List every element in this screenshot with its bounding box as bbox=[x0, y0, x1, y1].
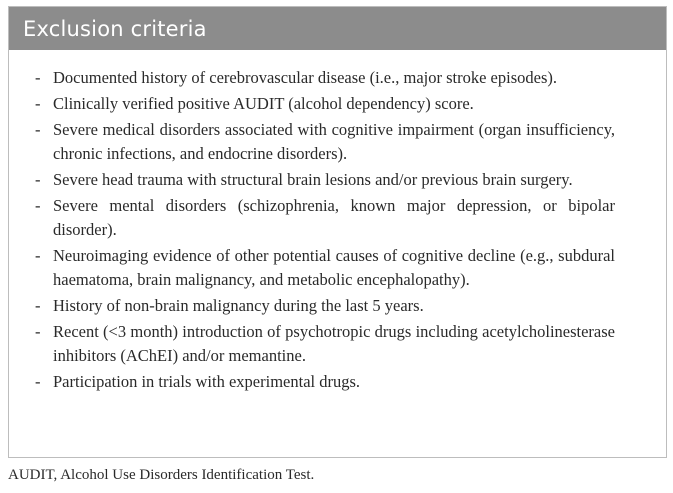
criteria-item bbox=[35, 194, 615, 242]
criteria-item bbox=[35, 118, 615, 166]
criteria-item bbox=[35, 370, 615, 394]
bullet-dash: - bbox=[35, 120, 41, 139]
criteria-item bbox=[35, 244, 615, 292]
criteria-text: Severe medical disorders associated with cognitive impairment (organ insufficiency, chronic infections, and endocrine disorders). bbox=[53, 120, 615, 163]
criteria-text: Severe mental disorders (schizophrenia, known major depression, or bipolar disorder). bbox=[53, 196, 615, 239]
exclusion-criteria-table bbox=[8, 6, 667, 458]
table-title: Exclusion criteria bbox=[23, 16, 207, 41]
bullet-dash: - bbox=[35, 296, 41, 315]
table-footnote: AUDIT, Alcohol Use Disorders Identification Test. bbox=[8, 467, 315, 483]
criteria-text: Neuroimaging evidence of other potential causes of cognitive decline (e.g., subdural haematoma, brain malignancy, and metabolic encephalopathy). bbox=[53, 246, 615, 289]
criteria-list bbox=[35, 50, 615, 394]
criteria-item bbox=[35, 66, 615, 90]
bullet-dash: - bbox=[35, 94, 41, 113]
criteria-text: History of non-brain malignancy during the last 5 years. bbox=[53, 296, 424, 315]
criteria-item bbox=[35, 168, 615, 192]
criteria-text: Documented history of cerebrovascular disease (i.e., major stroke episodes). bbox=[53, 68, 557, 87]
criteria-item bbox=[35, 320, 615, 368]
bullet-dash: - bbox=[35, 196, 41, 215]
criteria-text: Participation in trials with experimental drugs. bbox=[53, 372, 361, 391]
bullet-dash: - bbox=[35, 170, 41, 189]
criteria-item bbox=[35, 92, 615, 116]
bullet-dash: - bbox=[35, 68, 41, 87]
criteria-text: Recent (<3 month) introduction of psychotropic drugs including acetylcholinesterase inhibitors (AChEI) and/or memantine. bbox=[53, 322, 615, 365]
criteria-text: Severe head trauma with structural brain lesions and/or previous brain surgery. bbox=[53, 170, 573, 189]
bullet-dash: - bbox=[35, 322, 41, 341]
bullet-dash: - bbox=[35, 372, 41, 391]
table-header bbox=[9, 7, 666, 50]
criteria-item bbox=[35, 294, 615, 318]
bullet-dash: - bbox=[35, 246, 41, 265]
criteria-text: Clinically verified positive AUDIT (alcohol dependency) score. bbox=[53, 94, 474, 113]
